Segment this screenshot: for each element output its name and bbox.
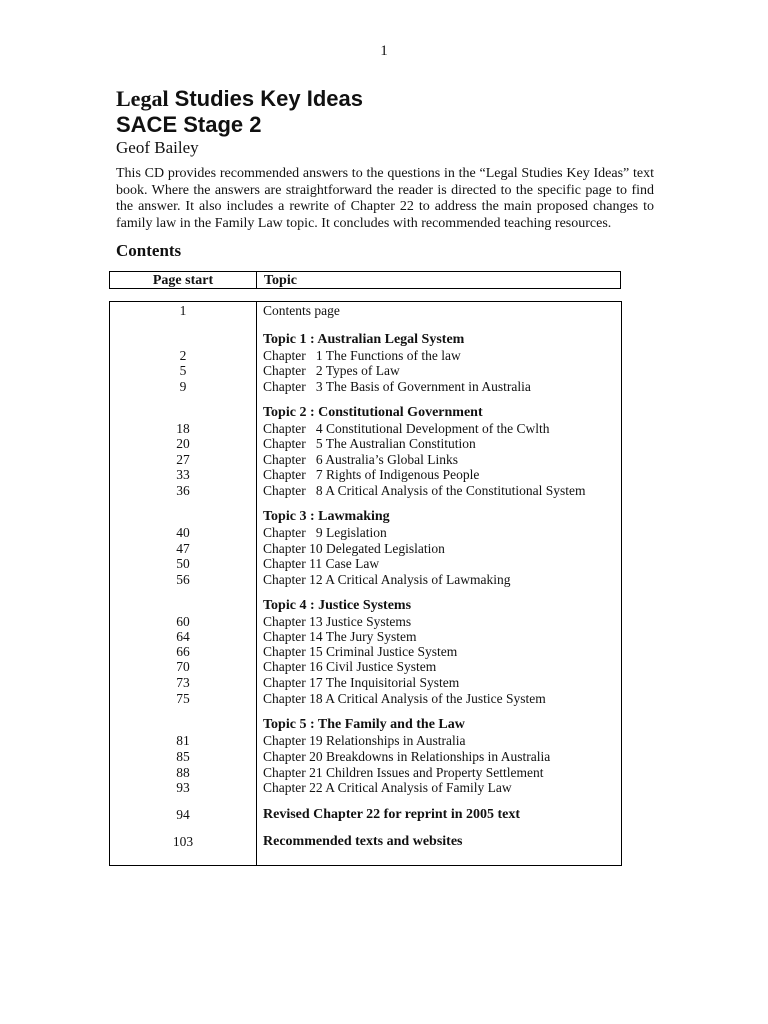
page-start-cell: 93 [176,780,190,795]
page-start-cell: 70 [176,659,190,674]
page-start-cell: 103 [172,834,194,849]
topic-cell: Chapter 6 Australia’s Global Links [263,452,458,467]
title-word-legal: Legal [116,86,169,111]
topic-cell: Chapter 22 A Critical Analysis of Family Law [263,780,512,795]
title-line2: SACE Stage 2 [116,112,262,137]
topic-cell: Chapter 5 The Australian Constitution [263,436,476,451]
page-start-cell: 36 [176,483,190,498]
page-start-cell: 85 [176,749,190,764]
topic-cell: Chapter 17 The Inquisitorial System [263,675,460,690]
topic-cell: Chapter 12 A Critical Analysis of Lawmaking [263,572,511,587]
topic-cell: Chapter 11 Case Law [263,556,380,571]
page-number: 1 [380,43,388,59]
topic-heading: Topic 4 : Justice Systems [263,598,412,613]
contents-table [109,301,622,866]
page-start-cell: 27 [176,452,190,467]
page-start-cell: 81 [176,733,190,748]
contents-table-header [109,271,621,289]
topic-cell: Chapter 21 Children Issues and Property Settlement [263,765,544,780]
page-start-cell: 47 [176,541,190,556]
page-start-cell: 64 [176,629,190,644]
topic-cell: Revised Chapter 22 for reprint in 2005 text [263,807,521,822]
page-start-cell: 56 [176,572,190,587]
topic-cell: Contents page [263,303,340,318]
page-start-cell: 20 [176,436,190,451]
page-start-cell: 75 [176,691,190,706]
page-start-cell: 73 [176,675,190,690]
page-start-cell: 33 [176,467,190,482]
topic-cell: Recommended texts and websites [263,834,463,849]
page-start-cell: 60 [176,614,190,629]
topic-cell: Chapter 18 A Critical Analysis of the Justice System [263,691,546,706]
topic-cell: Chapter 2 Types of Law [263,363,400,378]
topic-cell: Chapter 4 Constitutional Development of the Cwlth [263,421,550,436]
contents-heading: Contents [116,241,182,260]
author: Geof Bailey [116,138,199,157]
topic-cell: Chapter 8 A Critical Analysis of the Constitutional System [263,483,586,498]
topic-cell: Chapter 3 The Basis of Government in Australia [263,379,531,394]
page-start-cell: 50 [176,556,190,571]
topic-cell: Chapter 1 The Functions of the law [263,348,461,363]
title-line1-rest: Studies Key Ideas [168,86,363,111]
page-start-cell: 5 [179,363,187,378]
page-start-cell: 94 [176,807,190,822]
topic-heading: Topic 5 : The Family and the Law [263,717,465,732]
page-start-cell: 88 [176,765,190,780]
intro-paragraph: This CD provides recommended answers to the questions in the “Legal Studies Key Ideas” text book. Where the answers are straightforward the reader is directed to the specific page to find the answer. It also includes a rewrite of Chapter 22 to address the main proposed changes to family law in the Family Law topic. It concludes with recommended teaching resources. [116,166,654,231]
topic-cell: Chapter 16 Civil Justice System [263,659,437,674]
page-start-cell: 9 [179,379,187,394]
topic-cell: Chapter 13 Justice Systems [263,614,412,629]
topic-cell: Chapter 9 Legislation [263,525,387,540]
topic-cell: Chapter 7 Rights of Indigenous People [263,467,480,482]
topic-heading: Topic 1 : Australian Legal System [263,332,465,347]
header-page-start: Page start [152,273,214,288]
header-topic: Topic [256,272,297,288]
page-start-cell: 18 [176,421,190,436]
topic-cell: Chapter 19 Relationships in Australia [263,733,466,748]
document-title [116,86,363,138]
topic-heading: Topic 3 : Lawmaking [263,509,390,524]
page-start-cell: 2 [179,348,187,363]
topic-heading: Topic 2 : Constitutional Government [263,405,483,420]
topic-cell: Chapter 15 Criminal Justice System [263,644,458,659]
topic-cell: Chapter 20 Breakdowns in Relationships in Australia [263,749,551,764]
topic-cell: Chapter 10 Delegated Legislation [263,541,445,556]
page-start-cell: 66 [176,644,190,659]
page-start-cell: 1 [179,303,187,318]
column-divider [256,302,257,865]
topic-cell: Chapter 14 The Jury System [263,629,417,644]
page-start-cell: 40 [176,525,190,540]
